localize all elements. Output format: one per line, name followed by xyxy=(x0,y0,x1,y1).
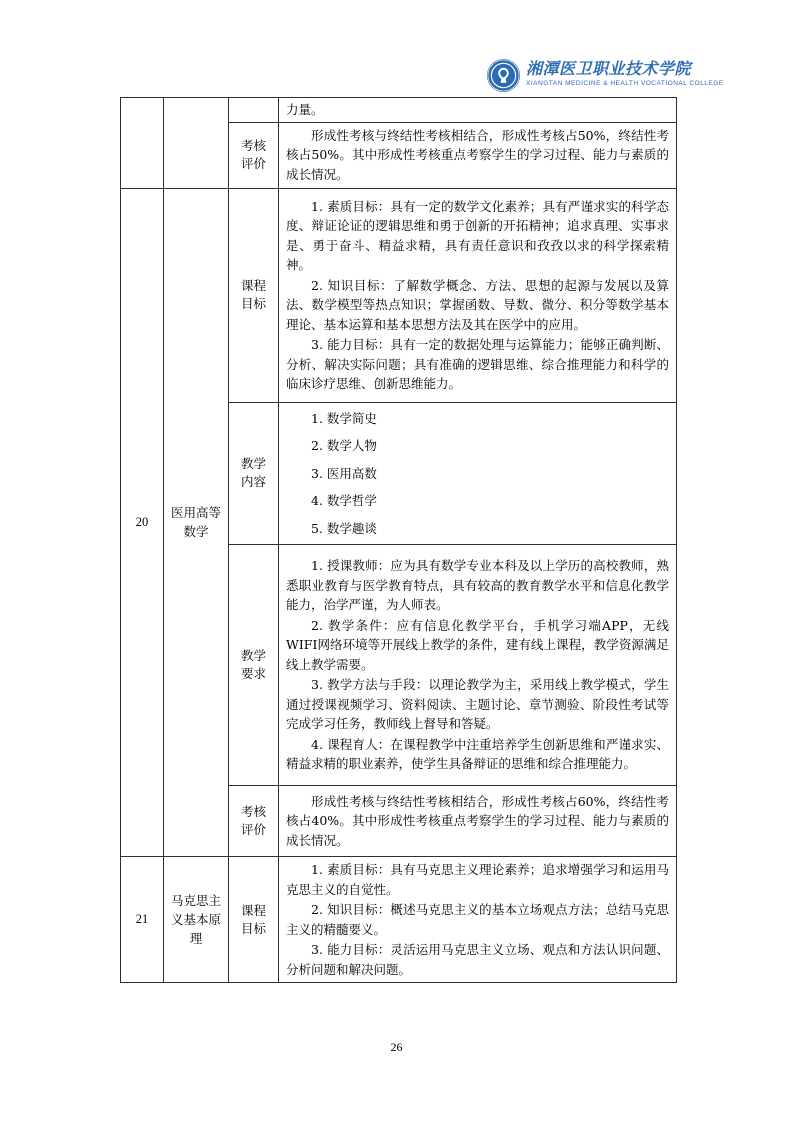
prev-label-cell xyxy=(229,98,279,123)
content-list-item: 5. 数学趣谈 xyxy=(311,520,377,536)
goal-paragraph: 2. 知识目标：了解数学概念、方法、思想的起源与发展以及算法、数学模型等热点知识；掌握函数、导数、微分、积分等数学基本理论、基本运算和基本思想方法及其在医学中的应用。 xyxy=(286,277,669,332)
course-21-goal-label-cell: 课程目标 xyxy=(229,857,279,983)
requirement-paragraph: 3. 教学方法与手段：以理论教学为主，采用线上教学模式，学生通过授课视频学习、资料阅读、主题讨论、章节测验、阶段性考试等完成学习任务，教师线上督导和答疑。 xyxy=(286,677,669,732)
college-name: 湘潭医卫职业技术学院 xyxy=(526,59,692,78)
syllabus-table xyxy=(120,97,677,983)
table-row xyxy=(121,857,677,983)
course-21-goals-cell xyxy=(279,857,677,983)
table-row xyxy=(121,188,677,402)
course-20-assess-label-cell: 考核评价 xyxy=(229,786,279,857)
course-20-content-list-cell xyxy=(279,402,677,545)
header-logo xyxy=(486,58,724,93)
course-21-number-cell: 21 xyxy=(121,857,164,983)
course-20-assess-text-cell xyxy=(279,786,677,857)
page-number: 26 xyxy=(390,1040,403,1054)
college-emblem-icon xyxy=(486,58,521,93)
course-21-name-cell: 马克思主义基本原理 xyxy=(164,857,229,983)
course-20-requirements-cell xyxy=(279,545,677,786)
prev-text-tail-cell xyxy=(279,98,677,123)
college-name-block xyxy=(526,58,724,88)
prev-assess-text-cell xyxy=(279,122,677,188)
prev-course-name-cell xyxy=(164,98,229,189)
course-20-goal-label-cell: 课程目标 xyxy=(229,188,279,402)
course-20-goals-cell xyxy=(279,188,677,402)
requirement-paragraph: 2. 教学条件：应有信息化教学平台，手机学习端APP，无线WIFI网络环境等开展线上教学的条件，建有线上课程，教学资源满足线上教学需要。 xyxy=(286,617,669,672)
course-20-name-cell: 医用高等数学 xyxy=(164,188,229,857)
goal-paragraph: 3. 能力目标：灵活运用马克思主义立场、观点和方法认识问题、分析问题和解决问题。 xyxy=(286,942,669,977)
table-row xyxy=(121,98,677,123)
content-list-item: 4. 数学哲学 xyxy=(311,493,377,508)
goal-paragraph: 1. 素质目标：具有一定的数学文化素养；具有严谨求实的科学态度、辩证论证的逻辑思维和勇于创新的开拓精神；追求真理、实事求是、勇于奋斗、精益求精，具有责任意识和孜孜以求的科学探索精神。 xyxy=(286,198,669,272)
tail-text: 力量。 xyxy=(286,102,324,117)
goal-paragraph: 3. 能力目标：具有一定的数据处理与运算能力；能够正确判断、分析、解决实际问题；具有准确的逻辑思维、综合推理能力和科学的临床诊疗思维、创新思维能力。 xyxy=(286,337,669,391)
prev-assess-label-cell: 考核评价 xyxy=(229,122,279,188)
content-list-item: 2. 数学人物 xyxy=(311,438,377,453)
requirement-paragraph: 4. 课程育人：在课程教学中注重培养学生创新思维和严谨求实、精益求精的职业素养，使学生具备辩证的思维和综合推理能力。 xyxy=(286,736,669,772)
college-name-en: XIANGTAN MEDICINE & HEALTH VOCATIONAL COLLEGE xyxy=(526,80,724,87)
content-list-item: 1. 数学简史 xyxy=(311,410,377,426)
course-20-content-label-cell: 教学内容 xyxy=(229,402,279,545)
requirement-paragraph: 1. 授课教师：应为具有数学专业本科及以上学历的高校教师，熟悉职业教育与医学教育特点，具有较高的教育教学水平和信息化教学能力，治学严谨，为人师表。 xyxy=(286,558,669,613)
content-list-item: 3. 医用高数 xyxy=(311,465,377,481)
course-20-number-cell: 20 xyxy=(121,188,164,857)
assess-text: 形成性考核与终结性考核相结合，形成性考核占50%，终结性考核占50%。其中形成性考核重点考察学生的学习过程、能力与素质的成长情况。 xyxy=(286,127,669,182)
goal-paragraph: 1. 素质目标：具有马克思主义理论素养；追求增强学习和运用马克思主义的自觉性。 xyxy=(286,862,669,897)
prev-course-number-cell xyxy=(121,98,164,189)
assess-text: 形成性考核与终结性考核相结合，形成性考核占60%，终结性考核占40%。其中形成性考核重点考察学生的学习过程、能力与素质的成长情况。 xyxy=(286,793,669,848)
goal-paragraph: 2. 知识目标：概述马克思主义的基本立场观点方法；总结马克思主义的精髓要义。 xyxy=(286,902,669,937)
course-20-requirement-label-cell: 教学要求 xyxy=(229,545,279,786)
